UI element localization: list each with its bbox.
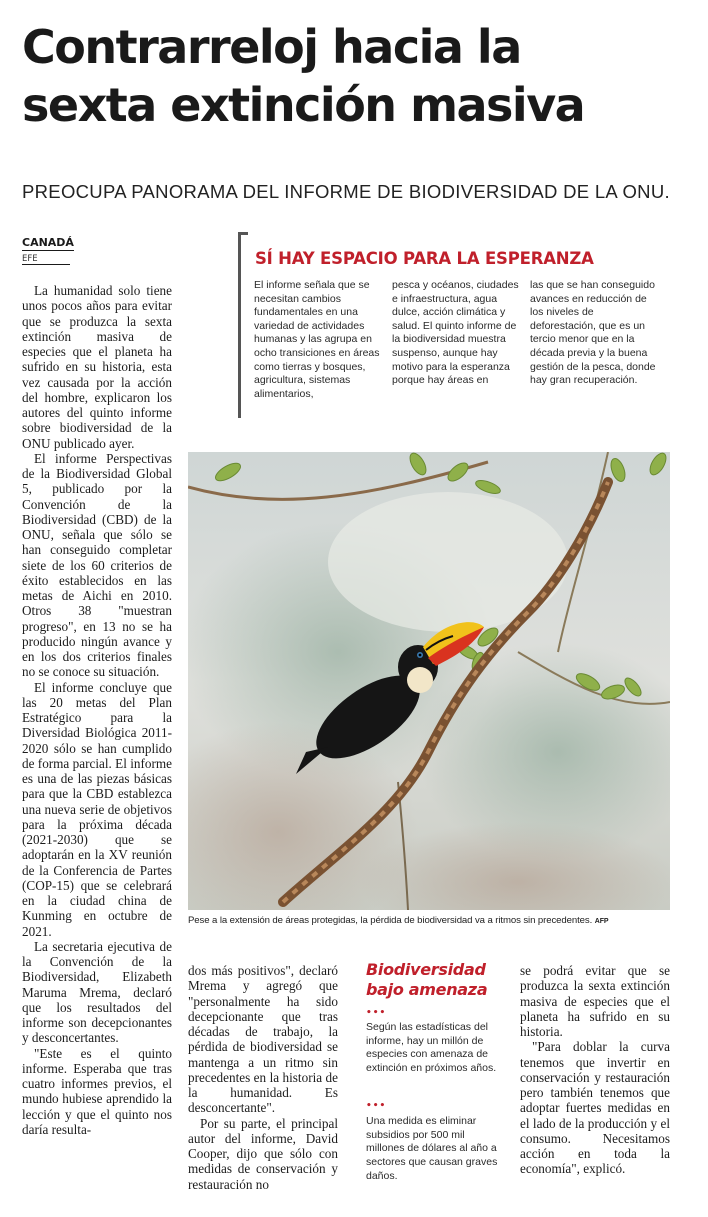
caption-text: Pese a la extensión de áreas protegidas, la pérdida de biodiversidad va a ritmos sin precedentes. [188,915,593,926]
hope-box-title: SÍ HAY ESPACIO PARA LA ESPERANZA [255,249,594,268]
article-column-2 [188,963,338,1192]
paragraph: La secretaria ejecutiva de la Convención de la Biodiversidad, Elizabeth Maruma Mrema, declaró que los resultados del informe son decepcionantes y desconcertantes. [22,938,172,1046]
headline-line-2: sexta extinción masiva [22,78,585,132]
sidebar-bullet-1: ••• [366,1008,387,1018]
sidebar-item-1: Según las estadísticas del informe, hay un millón de especies con amenaza de extinción en próximos años. [366,1021,497,1075]
article-column-1 [22,283,172,1137]
headline [22,18,702,134]
sidebar-title: Biodiversidad bajo amenaza [366,960,488,999]
paragraph: El informe concluye que las 20 metas del Plan Estratégico para la Diversidad Biológica 2011-2020 sólo se han cumplido de forma parcial. El informe es una de las piezas básicas para que la CBD establezca una nueva serie de objetivos para la próxima década (2021-2030) que se adoptarán en la XV reunión de la Conferencia de Partes (COP-15) que se celebrará en la ciudad china de Kunming en octubre de 2021. [22,679,172,939]
paragraph: se podrá evitar que se produzca la sexta extinción masiva de especies que el planeta ha sufrido en su historia. [520,963,670,1039]
hope-box-column-1: El informe señala que se necesitan cambios fundamentales en una variedad de actividades humanas y las agrupa en ocho transiciones en áreas como tierras y bosques, agricultura, sistemas alimentarios, [254,279,380,400]
deck-subtitle: PREOCUPA PANORAMA DEL INFORME DE BIODIVERSIDAD DE LA ONU. [22,181,670,202]
sidebar-item-2: Una medida es eliminar subsidios por 500 mil millones de dólares al año a sectores que causan graves daños. [366,1115,498,1182]
toucan-photo-illustration [188,452,670,910]
photo-credit: AFP [594,918,609,925]
paragraph: Por su parte, el principal autor del informe, David Cooper, dijo que sólo con medidas de conservación y restauración no [188,1115,338,1192]
paragraph: "Este es el quinto informe. Esperaba que tras cuatro informes previos, el mundo hubiese aprendido la lección y que el quinto nos daría resulta- [22,1045,172,1137]
sidebar-bullet-2: ••• [366,1101,387,1111]
section-tag: CANADÁ [22,236,74,249]
paragraph: dos más positivos", declaró Mrema y agregó que "personalmente ha sido decepcionante que tras décadas de trabajo, la pérdida de biodiversidad se mantenga a un ritmo sin precedentes en la historia de la humanidad. Es desconcertante". [188,963,338,1116]
paragraph: La humanidad solo tiene unos pocos años para evitar que se produzca la sexta extinción masiva de especies que el planeta ha sufrido en su historia, esta vez causada por la acción del hombre, explicaron los autores del quinto informe sobre biodiversidad de la ONU publicado ayer. [22,283,172,451]
photo-caption [188,915,670,926]
toucan-photo [188,452,670,910]
article-column-4 [520,963,670,1177]
headline-line-1: Contrarreloj hacia la [22,20,521,74]
paragraph: El informe Perspectivas de la Biodiversidad Global 5, publicado por la Convención de la Biodiversidad (CBD) de la ONU, señala que sólo se han conseguido completar siete de los 60 criterios de éxito establecidos en las metas de Aichi en 2010. Otros 38 "muestran progreso", en 13 no se ha producido ningún avance y en los dos criterios finales no se conoce su situación. [22,450,172,680]
hope-box-column-2: pesca y océanos, ciudades e infraestructura, agua dulce, acción climática y salud. El quinto informe de la biodiversidad muestra suspenso, aunque hay motivo para la esperanza porque hay áreas en [392,279,519,387]
hope-box-column-3: las que se han conseguido avances en reducción de los niveles de deforestación, que es un tercio menor que en la década previa y la buena gestión de la pesca, donde hay gran recuperación. [530,279,656,387]
byline: EFE [22,254,70,265]
paragraph: "Para doblar la curva tenemos que invertir en conservación y restauración pero también tenemos que adoptar fuertes medidas en el lado de la producción y el consumo. Necesitamos acción en toda la economía", explicó. [520,1039,670,1177]
